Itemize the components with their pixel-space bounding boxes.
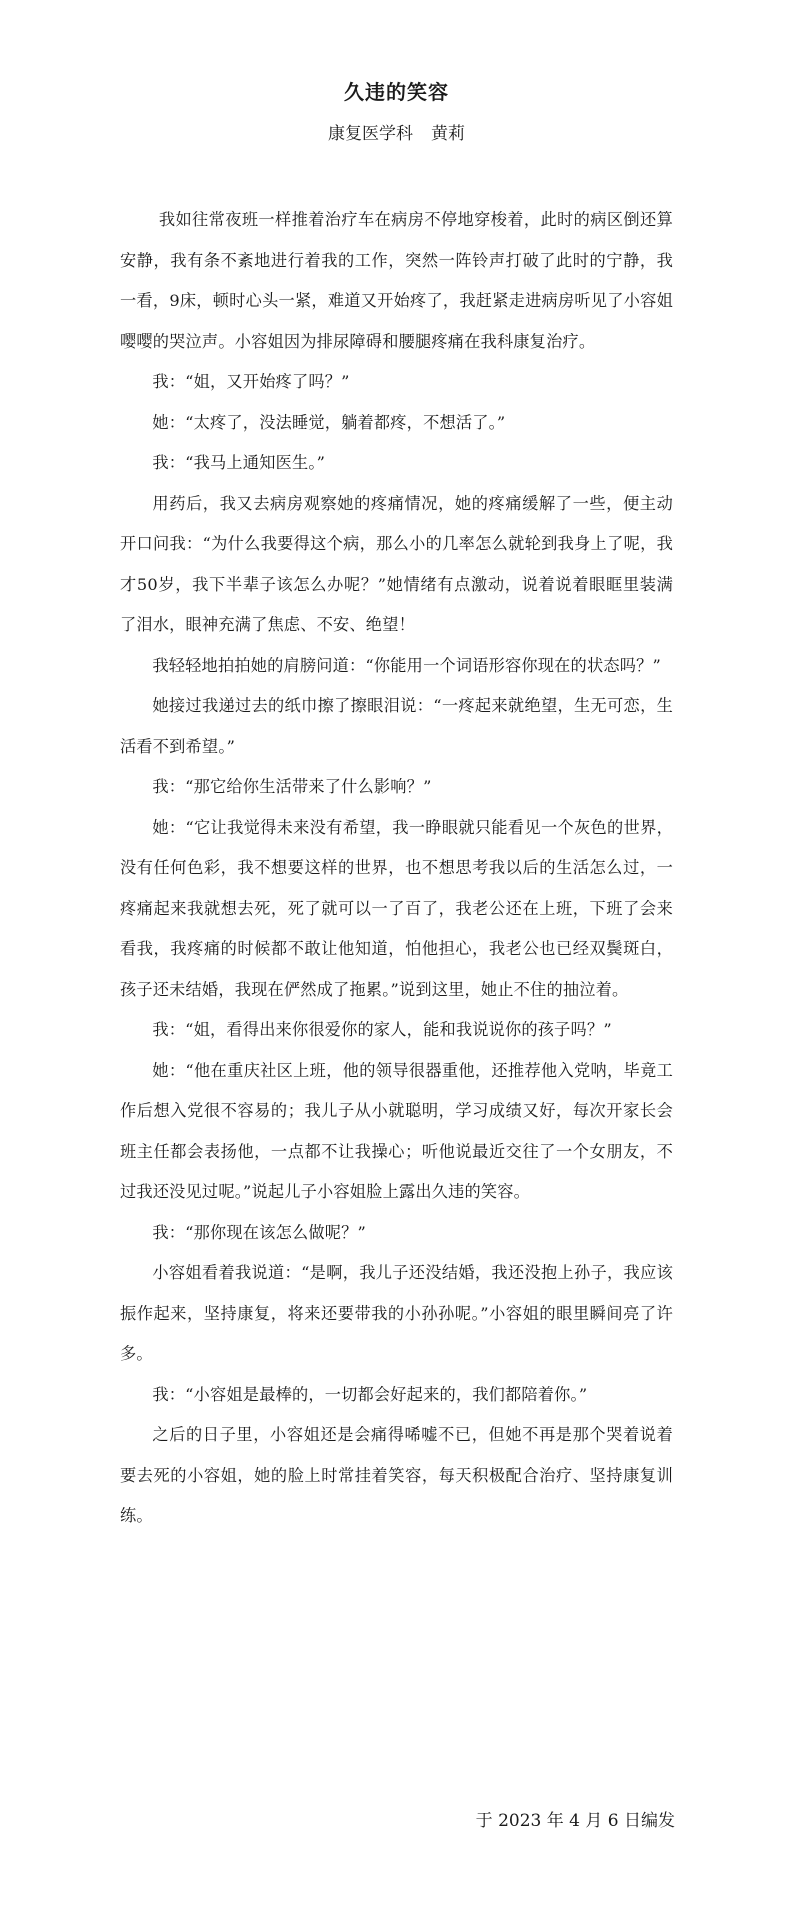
paragraph: 她：“他在重庆社区上班，他的领导很器重他，还推荐他入党呐，毕竟工作后想入党很不容易的；我儿子从小就聪明，学习成绩又好，每次开家长会班主任都会表扬他，一点都不让我操心；听他说最近交往了一个女朋友，不过我还没见过呢。”说起儿子小容姐脸上露出久违的笑容。 bbox=[120, 1060, 673, 1201]
paragraph: 她：“它让我觉得未来没有希望，我一睁眼就只能看见一个灰色的世界，没有任何色彩，我不想要这样的世界，也不想思考我以后的生活怎么过，一疼痛起来我就想去死，死了就可以一了百了，我老公还在上班，下班了会来看我，我疼痛的时候都不敢让他知道，怕他担心，我老公也已经双鬓斑白，孩子还未结婚，我现在俨然成了拖累。”说到这里，她止不住的抽泣着。 bbox=[120, 817, 673, 999]
author-department: 康复医学科 bbox=[328, 124, 413, 144]
paragraph: 我：“我马上通知医生。” bbox=[152, 453, 326, 472]
paragraph: 我如往常夜班一样推着治疗车在病房不停地穿梭着，此时的病区倒还算安静，我有条不紊地进行着我的工作，突然一阵铃声打破了此时的宁静，我一看，9床，顿时心头一紧，难道又开始疼了，我赶紧走进病房听见了小容姐嘤嘤的哭泣声。小容姐因为排尿障碍和腰腿疼痛在我科康复治疗。 bbox=[120, 210, 673, 351]
paragraph: 我：“小容姐是最棒的，一切都会好起来的，我们都陪着你。” bbox=[152, 1384, 588, 1404]
paragraph: 我轻轻地拍拍她的肩膀问道：“你能用一个词语形容你现在的状态吗？” bbox=[152, 655, 661, 675]
paragraph: 小容姐看着我说道：“是啊，我儿子还没结婚，我还没抱上孙子，我应该振作起来，坚持康复，将来还要带我的小孙孙呢。”小容姐的眼里瞬间亮了许多。 bbox=[120, 1263, 673, 1363]
author-name: 黄莉 bbox=[431, 124, 465, 144]
paragraph: 用药后，我又去病房观察她的疼痛情况，她的疼痛缓解了一些，便主动开口问我：“为什么我要得这个病，那么小的几率怎么就轮到我身上了呢，我才50岁，我下半辈子该怎么办呢？”她情绪有点激动，说着说着眼眶里装满了泪水，眼神充满了焦虑、不安、绝望！ bbox=[120, 493, 673, 634]
paragraph: 我：“姐，看得出来你很爱你的家人，能和我说说你的孩子吗？” bbox=[152, 1020, 612, 1039]
paragraph: 之后的日子里，小容姐还是会痛得唏嘘不已，但她不再是那个哭着说着要去死的小容姐，她的脸上时常挂着笑容，每天积极配合治疗、坚持康复训练。 bbox=[120, 1425, 673, 1525]
paragraph: 我：“那你现在该怎么做呢？” bbox=[152, 1222, 366, 1242]
article-body bbox=[120, 200, 673, 1537]
paragraph: 我：“姐，又开始疼了吗？” bbox=[152, 372, 350, 391]
publish-date: 于 2023 年 4 月 6 日编发 bbox=[475, 1811, 675, 1831]
paragraph: 我：“那它给你生活带来了什么影响？” bbox=[152, 777, 432, 796]
article-title: 久违的笑容 bbox=[344, 80, 449, 104]
paragraph: 她：“太疼了，没法睡觉，躺着都疼，不想活了。” bbox=[152, 412, 506, 432]
paragraph: 她接过我递过去的纸巾擦了擦眼泪说：“一疼起来就绝望，生无可恋，生活看不到希望。” bbox=[120, 696, 673, 756]
article-byline bbox=[0, 119, 793, 144]
